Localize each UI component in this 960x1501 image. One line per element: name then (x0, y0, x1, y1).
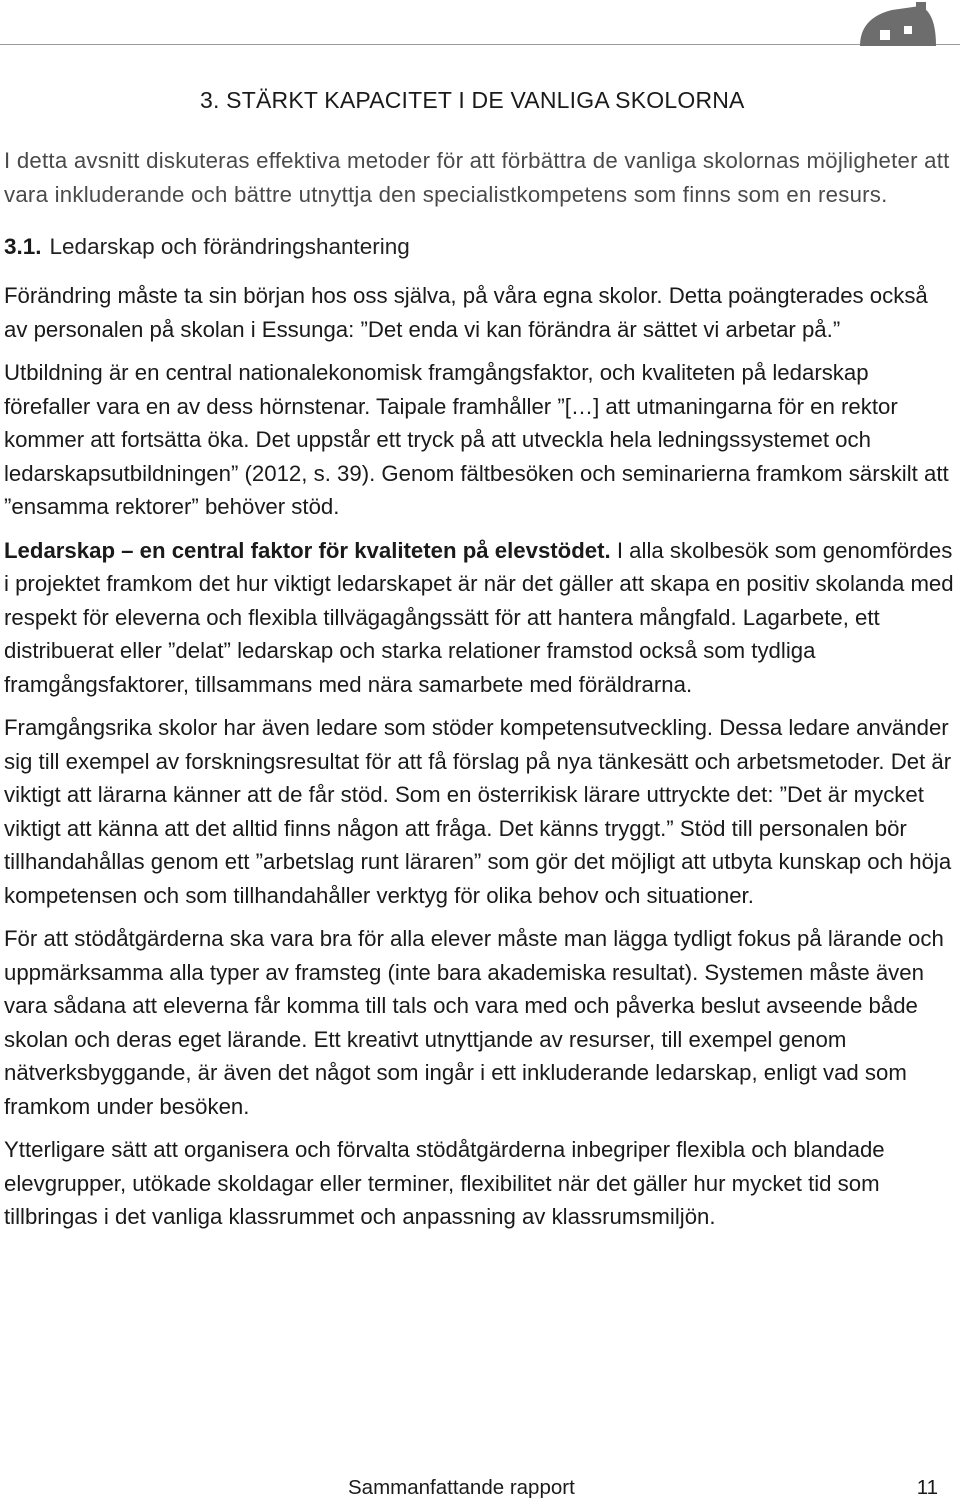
intro-paragraph: I detta avsnitt diskuteras effektiva metoder för att förbättra de vanliga skolornas möjligheter att vara inkluderande och bättre utnyttja den specialistkompetens som finns som en resurs. (4, 148, 950, 207)
paragraph-1: Förändring måste ta sin början hos oss själva, på våra egna skolor. Detta poängterades också av personalen på skolan i Essunga: ”Det enda vi kan förändra är sättet vi arbetar på.” (4, 283, 928, 342)
section-heading (4, 231, 954, 263)
section-title: Ledarskap och förändringshantering (49, 234, 410, 259)
section-number: 3.1. (4, 234, 42, 259)
paragraph-5: För att stödåtgärderna ska vara bra för alla elever måste man lägga tydligt fokus på lärande och uppmärksamma alla typer av framsteg (inte bara akademiska resultat). Systemen måste även vara sådana att eleverna får komma till tals och vara med och påverka beslut avseende både skolan och deras eget lärande. Ett kreativt utnyttjande av resurser, till exempel genom nätverksbyggande, är även det något som ingår i ett inkluderande ledarskap, enligt vad som framkom under besöken. (4, 926, 944, 1119)
document-body (4, 84, 954, 1234)
chapter-title: 3. STÄRKT KAPACITET I DE VANLIGA SKOLORNA (200, 87, 745, 113)
paragraph-2: Utbildning är en central nationalekonomisk framgångsfaktor, och kvaliteten på ledarskap förefaller vara en av dess hörnstenar. Taipale framhåller ”[…] att utmaningarna för en rektor kommer att fortsätta öka. Det uppstår ett tryck på att utveckla hela ledningssystemet och ledarskapsutbildningen” (2012, s. 39). Genom fältbesöken och seminarierna framkom särskilt att ”ensamma rektorer” behöver stöd. (4, 360, 949, 519)
paragraph-6: Ytterligare sätt att organisera och förvalta stödåtgärderna inbegriper flexibla och blandade elevgrupper, utökade skoldagar eller terminer, flexibilitet när det gäller hur mycket tid som tillbringas i det vanliga klassrummet och anpassning av klassrumsmiljön. (4, 1137, 885, 1229)
footer-label: Sammanfattande rapport (348, 1476, 575, 1499)
paragraph-3-lead: Ledarskap – en central faktor för kvaliteten på elevstödet. (4, 537, 611, 563)
page-number: 11 (916, 1476, 938, 1499)
house-logo-icon (858, 2, 938, 48)
header-rule (0, 44, 960, 45)
paragraph-3 (4, 534, 954, 702)
paragraph-3-body: I alla skolbesök som genomfördes i projektet framkom det hur viktigt ledarskapet är när det gäller att skapa en positiv skolanda med respekt för eleverna och flexibla tillvägagångssätt för att hantera mångfald. Lagarbete, ett distribuerat eller ”delat” ledarskap och starka relationer framstod också som tydliga framgångsfaktorer, tillsammans med nära samarbete med föräldrarna. (4, 537, 954, 697)
paragraph-4: Framgångsrika skolor har även ledare som stöder kompetensutveckling. Dessa ledare använder sig till exempel av forskningsresultat för att få förslag på nya tänkesätt och arbetsmetoder. Det är viktigt att lärarna känner att de får stöd. Som en österrikisk lärare uttryckte det: ”Det är mycket viktigt att känna att det alltid finns någon att fråga. Det känns tryggt.” Stöd till personalen bör tillhandahållas genom ett ”arbetslag runt läraren” som gör det möjligt att utbyta kunskap och höja kompetensen och som tillhandahåller verktyg för olika behov och situationer. (4, 715, 952, 908)
